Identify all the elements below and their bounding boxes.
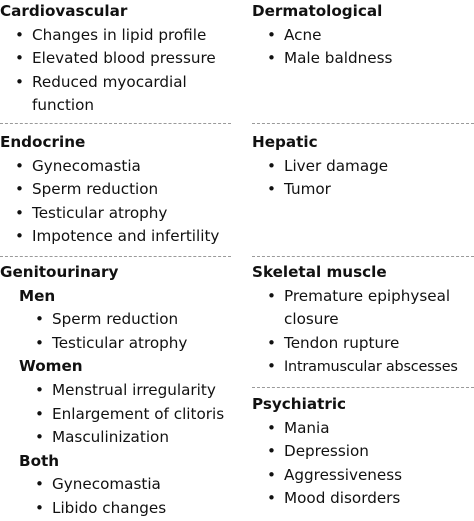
list-item: • Aggressiveness (252, 464, 402, 488)
list-item: • Masculinization (0, 426, 224, 450)
bullet-icon: • (267, 418, 276, 437)
bullet-icon: • (15, 156, 24, 175)
section-title: Genitourinary (0, 263, 119, 281)
bullet-icon: • (15, 49, 24, 68)
bullet-icon: • (35, 475, 44, 494)
bullet-icon: • (35, 498, 44, 517)
subsection-title-both: Both (19, 451, 60, 470)
subsection-title-women: Women (19, 357, 83, 376)
bullet-icon: • (15, 227, 24, 246)
psychiatric-section (252, 393, 402, 511)
bullet-icon: • (35, 428, 44, 447)
cardiovascular-section (0, 0, 216, 118)
list-item: • Tendon rupture (252, 332, 458, 356)
bullet-icon: • (15, 25, 24, 44)
divider (252, 256, 474, 257)
bullet-icon: • (15, 203, 24, 222)
list-item-continuation: function (32, 96, 95, 115)
list-item: • Changes in lipid profile (0, 24, 216, 48)
list-item: • Testicular atrophy (0, 332, 224, 356)
hepatic-section (252, 131, 388, 202)
bullet-icon: • (35, 333, 44, 352)
bullet-icon: • (35, 404, 44, 423)
list-item: • Menstrual irregularity (0, 379, 224, 403)
bullet-icon: • (35, 310, 44, 329)
bullet-icon: • (267, 489, 276, 508)
list-item: • Depression (252, 440, 402, 464)
list-item: • Liver damage (252, 155, 388, 179)
list-item: • Gynecomastia (0, 473, 224, 497)
list-item: • Tumor (252, 178, 388, 202)
genitourinary-section (0, 261, 224, 521)
bullet-icon: • (267, 333, 276, 352)
section-title: Psychiatric (252, 395, 347, 413)
bullet-icon: • (267, 286, 276, 305)
bullet-icon: • (267, 180, 276, 199)
divider (252, 123, 474, 124)
list-item: • Enlargement of clitoris (0, 403, 224, 427)
list-item: • Sperm reduction (0, 178, 219, 202)
section-title: Hepatic (252, 133, 318, 151)
list-item: • Testicular atrophy (0, 202, 219, 226)
list-item: • Impotence and infertility (0, 225, 219, 249)
bullet-icon: • (267, 465, 276, 484)
bullet-icon: • (15, 180, 24, 199)
section-title: Cardiovascular (0, 2, 128, 20)
bullet-icon: • (267, 156, 276, 175)
bullet-icon: • (267, 357, 276, 376)
section-title: Dermatological (252, 2, 383, 20)
list-item: • Mood disorders (252, 487, 402, 511)
dermatological-section (252, 0, 392, 71)
skeletal-muscle-section (252, 261, 458, 379)
bullet-icon: • (35, 380, 44, 399)
endocrine-section (0, 131, 219, 249)
list-item: • Acne (252, 24, 392, 48)
divider (0, 256, 231, 257)
list-item: • Premature epiphyseal (252, 285, 458, 309)
bullet-icon: • (15, 72, 24, 91)
list-item: • Elevated blood pressure (0, 47, 216, 71)
list-item: • Intramuscular abscesses (252, 355, 458, 379)
list-item: • Reduced myocardial (0, 71, 216, 95)
list-item-continuation: closure (284, 310, 339, 329)
bullet-icon: • (267, 25, 276, 44)
section-title: Skeletal muscle (252, 263, 387, 281)
list-item: • Mania (252, 417, 402, 441)
list-item: • Gynecomastia (0, 155, 219, 179)
list-item: • Libido changes (0, 497, 224, 521)
list-item: • Male baldness (252, 47, 392, 71)
list-item: • Sperm reduction (0, 308, 224, 332)
divider (0, 123, 231, 124)
divider (252, 387, 474, 388)
section-title: Endocrine (0, 133, 86, 151)
bullet-icon: • (267, 49, 276, 68)
bullet-icon: • (267, 442, 276, 461)
subsection-title-men: Men (19, 286, 56, 305)
